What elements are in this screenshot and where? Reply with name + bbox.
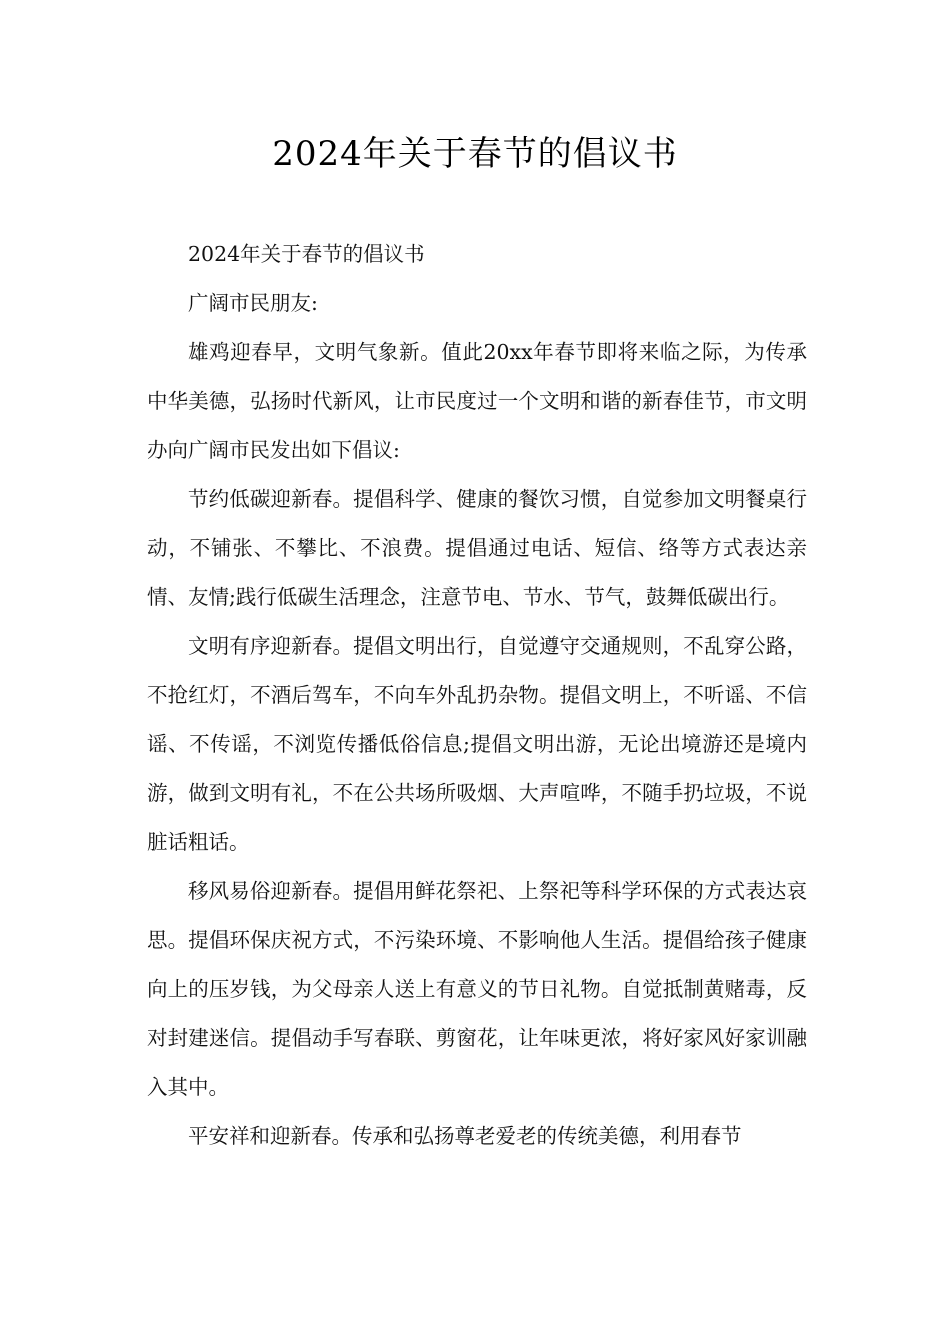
paragraph-civilized-order: 文明有序迎新春。提倡文明出行，自觉遵守交通规则，不乱穿公路，不抢红灯，不酒后驾车，不向车外乱扔杂物。提倡文明上，不听谣、不信谣、不传谣，不浏览传播低俗信息;提倡文明出游，无论出境游还是境内游，做到文明有礼，不在公共场所吸烟、大声喧哗，不随手扔垃圾，不说脏话粗话。: [147, 634, 807, 854]
document-title: 2024年关于春节的倡议书: [272, 134, 678, 174]
paragraph-peace: 平安祥和迎新春。传承和弘扬尊老爱老的传统美德，利用春节: [188, 1124, 742, 1148]
paragraph-intro: 雄鸡迎春早，文明气象新。值此20xx年春节即将来临之际，为传承中华美德，弘扬时代新风，让市民度过一个文明和谐的新春佳节，市文明办向广阔市民发出如下倡议:: [147, 340, 807, 462]
paragraph-low-carbon: 节约低碳迎新春。提倡科学、健康的餐饮习惯，自觉参加文明餐桌行动，不铺张、不攀比、不浪费。提倡通过电话、短信、络等方式表达亲情、友情;践行低碳生活理念，注意节电、节水、节气，鼓舞低碳出行。: [147, 487, 807, 609]
paragraph-salutation: 广阔市民朋友:: [188, 291, 318, 315]
document-body: [147, 230, 807, 1161]
paragraph-customs: 移风易俗迎新春。提倡用鲜花祭祀、上祭祀等科学环保的方式表达哀思。提倡环保庆祝方式，不污染环境、不影响他人生活。提倡给孩子健康向上的压岁钱，为父母亲人送上有意义的节日礼物。自觉抵制黄赌毒，反对封建迷信。提倡动手写春联、剪窗花，让年味更浓，将好家风好家训融入其中。: [147, 879, 807, 1099]
paragraph-heading: 2024年关于春节的倡议书: [188, 242, 425, 266]
